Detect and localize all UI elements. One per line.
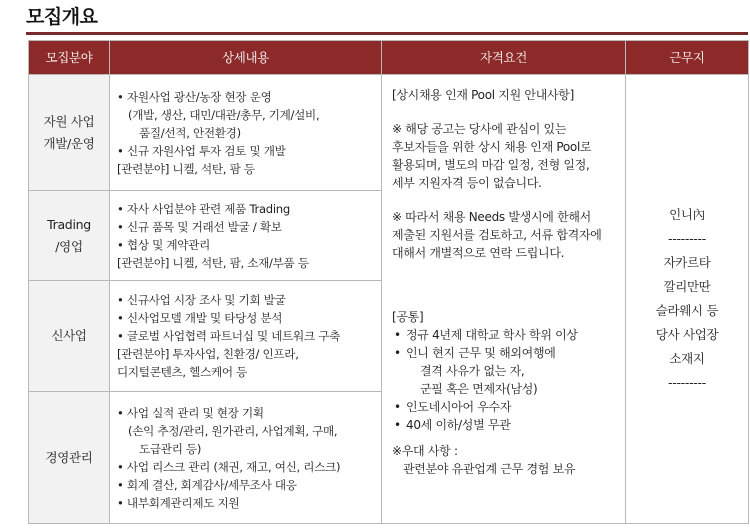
title-underline bbox=[26, 32, 748, 35]
detail-trading-sales: • 자사 사업분야 관련 제품 Trading • 신규 품목 및 거래선 발굴 / 확보 • 협상 및 계약관리 [관련분야] 니켈, 석탄, 팜, 소재/부품 등 bbox=[110, 191, 382, 281]
recruitment-overview-table bbox=[28, 40, 749, 524]
preference-label: ※우대 사항 : bbox=[392, 444, 458, 458]
field-trading-sales: Trading /영업 bbox=[29, 191, 110, 281]
requirements-heading: [상시채용 인재 Pool 지원 안내사항] bbox=[392, 88, 574, 102]
field-new-business: 신사업 bbox=[29, 281, 110, 392]
detail-new-business: • 신규사업 시장 조사 및 기회 발굴 • 신사업모델 개발 및 타당성 분석 • 글로벌 사업협력 파트너십 및 네트워크 구축 [관련분야] 투자사업, 친환경/ 인프라, 디지털콘텐츠, 헬스케어 등 bbox=[110, 281, 382, 392]
header-details: 상세내용 bbox=[110, 41, 382, 75]
list-item: • 인도네시아어 우수자 bbox=[392, 398, 621, 416]
list-item: • 인니 현지 근무 및 해외여행에 bbox=[392, 344, 621, 362]
table-header-row bbox=[29, 41, 749, 75]
detail-management: • 사업 실적 관리 및 현장 기획 (손익 추정/관리, 원가관리, 사업계획, 구매, 도급관리 등) • 사업 리스크 관리 (채권, 재고, 여신, 리스크) • 회계 결산, 회계감사/세무조사 대응 • 내부회계관리제도 지원 bbox=[110, 392, 382, 524]
location-cell: 인니內 --------- 자카르타 깔리만딴 슬라웨시 등 당사 사업장 소재지 --------- bbox=[626, 75, 749, 524]
table-row bbox=[29, 75, 749, 191]
field-resource-development: 자원 사업 개발/운영 bbox=[29, 75, 110, 191]
list-item: • 40세 이하/성별 무관 bbox=[392, 416, 621, 434]
list-item: • 정규 4년제 대학교 학사 학위 이상 bbox=[392, 326, 621, 344]
header-field: 모집분야 bbox=[29, 41, 110, 75]
header-location: 근무지 bbox=[626, 41, 749, 75]
detail-resource-development: • 자원사업 광산/농장 현장 운영 (개발, 생산, 대민/대관/총무, 기계/설비, 품질/선적, 안전환경) • 신규 자원사업 투자 검토 및 개발 [관련분야] 니켈, 석탄, 팜 등 bbox=[110, 75, 382, 191]
page-title: 모집개요 bbox=[26, 6, 98, 28]
preference-text: 관련분야 유관업계 근무 경험 보유 bbox=[403, 462, 576, 476]
field-management: 경영관리 bbox=[29, 392, 110, 524]
header-requirements: 자격요건 bbox=[382, 41, 626, 75]
requirements-cell: [상시채용 인재 Pool 지원 안내사항] ※ 해당 공고는 당사에 관심이 있는 후보자들을 위한 상시 채용 인재 Pool로 활용되며, 별도의 마감 일정, 전형 일정, 세부 지원자격 등이 없습니다. ※ 따라서 채용 Needs 발생시에 한해서 제출된 지원서를 검토하고, 서류 합격자에 대해서 개별적으로 연락 드립니다. [공통] • 정규 4년제 대학교 학사 학위 이상 • 인니 현지 근무 및 해외여행에 결격 사유가 없는 자, 군필 혹은 면제자(남성) • 인도네시아어 우수자 • 40세 이하/성별 무관 ※우대 사항 : 관련분야 유관업계 근무 경험 보유 bbox=[382, 75, 626, 524]
common-label: [공통] bbox=[392, 310, 424, 324]
